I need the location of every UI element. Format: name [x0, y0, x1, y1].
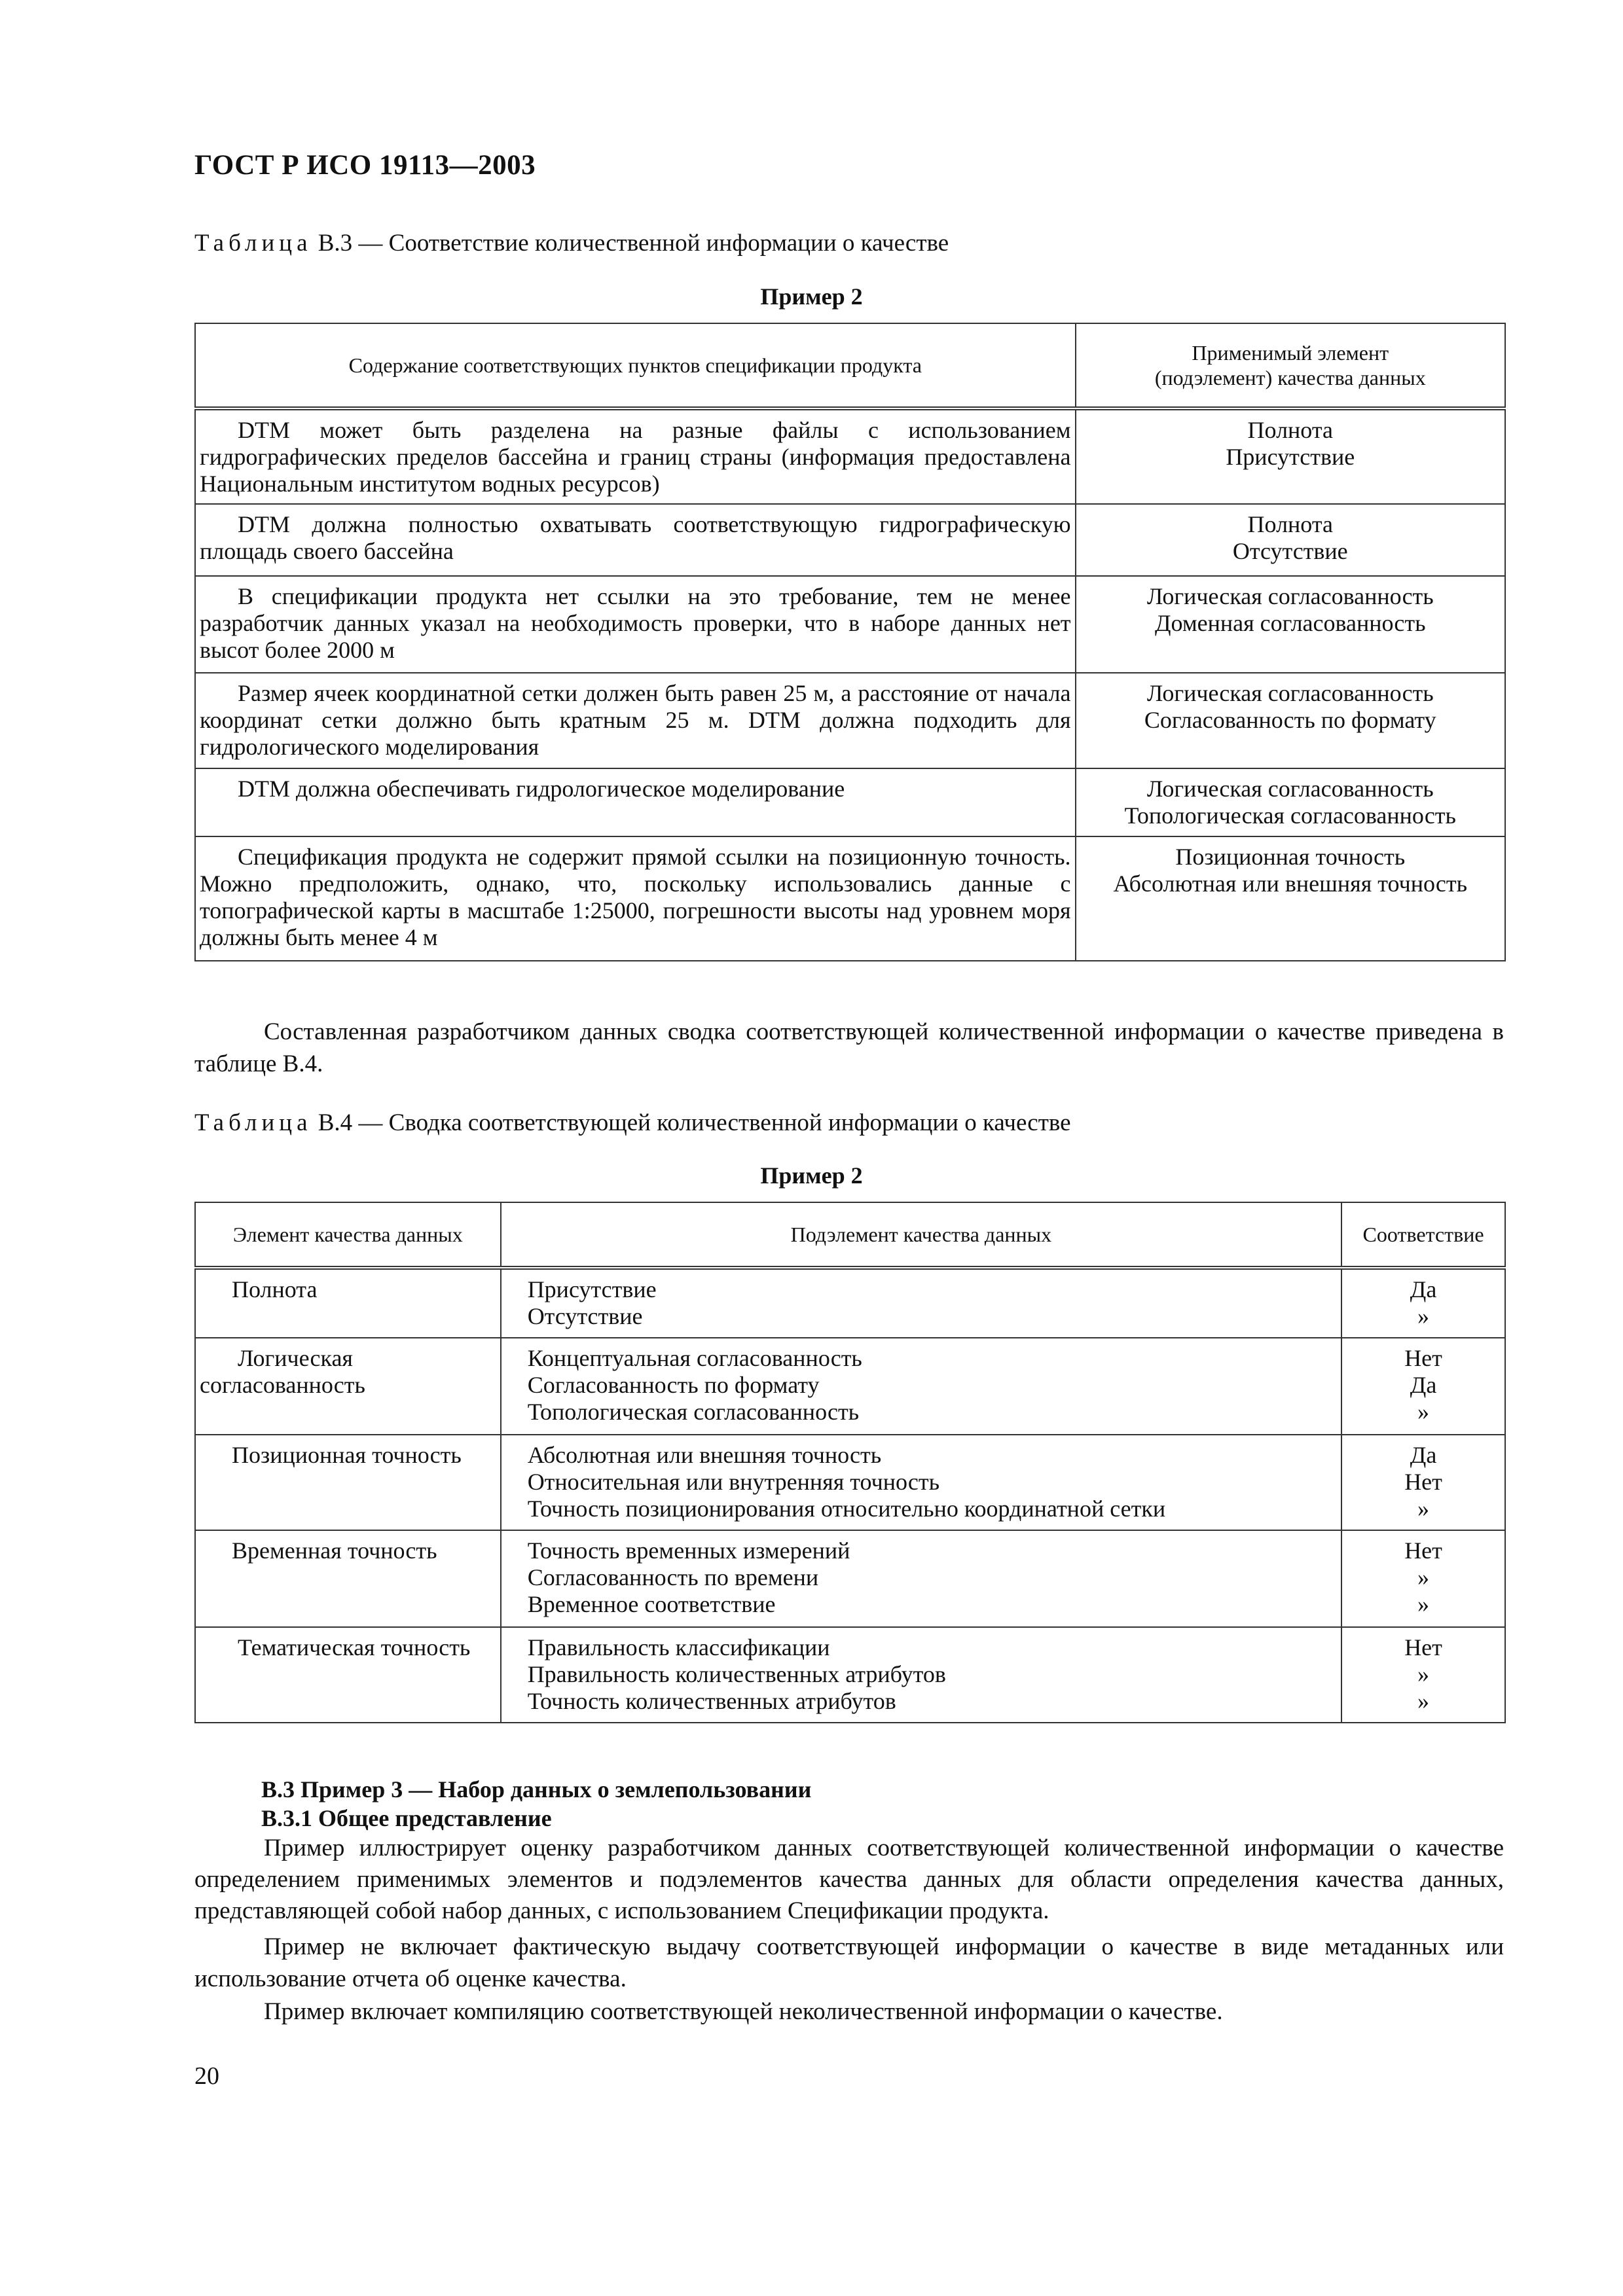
page-number: 20: [194, 2062, 219, 2090]
table-row: [195, 836, 1505, 961]
table-row: [195, 504, 1505, 576]
table-b3-header-row: [195, 323, 1505, 408]
table-b3-col-element: [1076, 323, 1505, 408]
table-row: [195, 1627, 1505, 1723]
conformance-value: »: [1417, 1303, 1430, 1329]
paragraph-summary: [194, 1016, 1504, 1080]
subsection-heading: [194, 1803, 1504, 1835]
section-heading-text: В.3 Пример 3 — Набор данных о землепользовании: [261, 1776, 812, 1803]
table-b4-col-element: Элемент качества данных: [195, 1202, 501, 1268]
section-paragraph-1: [194, 1833, 1504, 1927]
table-row: [195, 408, 1505, 504]
element-name: Полнота: [1247, 511, 1333, 537]
table-b3-cell-content: DTM может быть разделена на разные файлы с использованием гидрографических пределов бассейна и границ страны (информация предоставлена Национальным институтом водных ресурсов): [195, 408, 1076, 504]
table-row: [195, 1435, 1505, 1530]
section-paragraph-2: [194, 1931, 1504, 1995]
conformance-value: Нет: [1404, 1469, 1442, 1495]
conformance-value: »: [1417, 1564, 1430, 1590]
table-b3-caption-prefix: Таблица: [194, 230, 312, 257]
section-paragraph-3: [194, 1996, 1504, 2028]
subelement-item: Относительная или внутренняя точность: [527, 1469, 940, 1495]
table-b4-cell-element: Логическая согласованность: [195, 1338, 501, 1435]
conformance-value: »: [1417, 1661, 1430, 1687]
element-name: Логическая согласованность: [1146, 680, 1434, 706]
table-b4-cell-subelements: [501, 1338, 1341, 1435]
conformance-value: Нет: [1404, 1634, 1442, 1660]
table-b3-col-element-l2: (подэлемент) качества данных: [1154, 366, 1426, 389]
conformance-value: Да: [1410, 1276, 1437, 1302]
element-name: Логическая согласованность: [1146, 583, 1434, 609]
subelement-item: Топологическая согласованность: [527, 1399, 860, 1425]
table-b3-cell-element: [1076, 408, 1505, 504]
document-header: ГОСТ Р ИСО 19113—2003: [194, 150, 536, 181]
conformance-value: »: [1417, 1399, 1430, 1425]
element-name: Логическая согласованность: [1146, 776, 1434, 802]
subelement-item: Отсутствие: [527, 1303, 643, 1329]
table-b4-cell-subelements: [501, 1435, 1341, 1530]
element-name: Полнота: [1247, 417, 1333, 443]
table-b4-cell-conformance: [1341, 1338, 1505, 1435]
subelement-name: Отсутствие: [1232, 538, 1348, 564]
table-b4-cell-conformance: [1341, 1268, 1505, 1338]
table-b4-cell-conformance: [1341, 1435, 1505, 1530]
table-b3-cell-content: DTM должна обеспечивать гидрологическое моделирование: [195, 768, 1076, 836]
subelement-item: Точность временных измерений: [527, 1537, 850, 1564]
subelement-item: Временное соответствие: [527, 1591, 776, 1617]
subelement-name: Согласованность по формату: [1144, 707, 1436, 733]
table-b3-col-element-l1: Применимый элемент: [1192, 341, 1389, 365]
subelement-item: Согласованность по времени: [527, 1564, 819, 1590]
subelement-item: Правильность количественных атрибутов: [527, 1661, 946, 1687]
conformance-value: Да: [1410, 1442, 1437, 1468]
table-b4-cell-conformance: [1341, 1530, 1505, 1627]
table-row: [195, 768, 1505, 836]
table-b3-caption-text: В.3 — Соответствие количественной информации о качестве: [318, 230, 949, 257]
table-b3-caption: [194, 229, 949, 257]
table-b4-cell-subelements: [501, 1530, 1341, 1627]
table-b4-cell-element: Полнота: [195, 1268, 501, 1338]
section-paragraph-3-text: Пример включает компиляцию соответствующей неколичественной информации о качестве.: [264, 1998, 1223, 2025]
conformance-value: »: [1417, 1591, 1430, 1617]
subelement-name: Присутствие: [1226, 444, 1355, 470]
table-row: [195, 673, 1505, 768]
table-row: [195, 1338, 1505, 1435]
table-b4-cell-subelements: [501, 1268, 1341, 1338]
element-name: Позиционная точность: [1175, 844, 1406, 870]
subsection-heading-text: В.3.1 Общее представление: [261, 1805, 552, 1831]
section-paragraph-1-text: Пример иллюстрирует оценку разработчиком данных соответствующей количественной информации о качестве определением применимых элементов и подэлементов качества данных для области определения качества данных, представляющей собой набор данных, с использованием Спецификации продукта.: [194, 1835, 1504, 1924]
subelement-item: Согласованность по формату: [527, 1372, 820, 1398]
table-b3-cell-element: [1076, 836, 1505, 961]
table-b4-caption-prefix: Таблица: [194, 1109, 312, 1136]
subelement-name: Топологическая согласованность: [1124, 802, 1456, 829]
table-b3-cell-element: [1076, 504, 1505, 576]
table-row: [195, 1530, 1505, 1627]
table-b3-cell-content: Размер ячеек координатной сетки должен быть равен 25 м, а расстояние от начала координат сетки должно быть кратным 25 м. DTM должна подходить для гидрологического моделирования: [195, 673, 1076, 768]
conformance-value: »: [1417, 1688, 1430, 1714]
table-b4-cell-element: Позиционная точность: [195, 1435, 501, 1530]
subelement-item: Точность количественных атрибутов: [527, 1688, 896, 1714]
table-b4-col-conformance: Соответствие: [1341, 1202, 1505, 1268]
paragraph-summary-text: Составленная разработчиком данных сводка соответствующей количественной информации о качестве приведена в таблице В.4.: [194, 1018, 1504, 1077]
table-b3: [194, 323, 1506, 961]
conformance-value: Нет: [1404, 1537, 1442, 1564]
table-b4: [194, 1202, 1506, 1723]
section-paragraph-2-text: Пример не включает фактическую выдачу соответствующей информации о качестве в виде метаданных или использование отчета об оценке качества.: [194, 1933, 1504, 1992]
table-b4-caption: [194, 1109, 1071, 1137]
table-row: [195, 576, 1505, 673]
table-b4-cell-subelements: [501, 1627, 1341, 1723]
section-heading: [194, 1774, 1504, 1806]
conformance-value: Нет: [1404, 1345, 1442, 1371]
table-b4-cell-element: Тематическая точность: [195, 1627, 501, 1723]
table-b3-cell-content: DTM должна полностью охватывать соответствующую гидрографическую площадь своего бассейна: [195, 504, 1076, 576]
table-b4-cell-element: Временная точность: [195, 1530, 501, 1627]
table-b3-cell-element: [1076, 673, 1505, 768]
table-b3-cell-element: [1076, 576, 1505, 673]
table-b4-cell-conformance: [1341, 1627, 1505, 1723]
subelement-item: Присутствие: [527, 1276, 657, 1302]
table-b3-cell-element: [1076, 768, 1505, 836]
table-b3-example-label: Пример 2: [760, 283, 863, 310]
table-b4-example-label: Пример 2: [760, 1162, 863, 1189]
table-b4-header-row: [195, 1202, 1505, 1268]
subelement-item: Абсолютная или внешняя точность: [527, 1442, 882, 1468]
subelement-item: Точность позиционирования относительно координатной сетки: [527, 1496, 1166, 1522]
table-b3-cell-content: В спецификации продукта нет ссылки на это требование, тем не менее разработчик данных указал на необходимость проверки, что в наборе данных нет высот более 2000 м: [195, 576, 1076, 673]
subelement-item: Правильность классификации: [527, 1634, 830, 1660]
table-b3-cell-content: Спецификация продукта не содержит прямой ссылки на позиционную точность. Можно предположить, однако, что, поскольку использовались данные с топографической карты в масштабе 1:25000, погрешности высоты над уровнем моря должны быть менее 4 м: [195, 836, 1076, 961]
subelement-item: Концептуальная согласованность: [527, 1345, 862, 1371]
table-b4-caption-text: В.4 — Сводка соответствующей количественной информации о качестве: [318, 1109, 1071, 1136]
table-b4-col-subelement: Подэлемент качества данных: [501, 1202, 1341, 1268]
table-b3-col-content: Содержание соответствующих пунктов спецификации продукта: [195, 323, 1076, 408]
table-row: [195, 1268, 1505, 1338]
conformance-value: »: [1417, 1496, 1430, 1522]
subelement-name: Абсолютная или внешняя точность: [1113, 870, 1467, 897]
subelement-name: Доменная согласованность: [1154, 610, 1426, 636]
conformance-value: Да: [1410, 1372, 1437, 1398]
